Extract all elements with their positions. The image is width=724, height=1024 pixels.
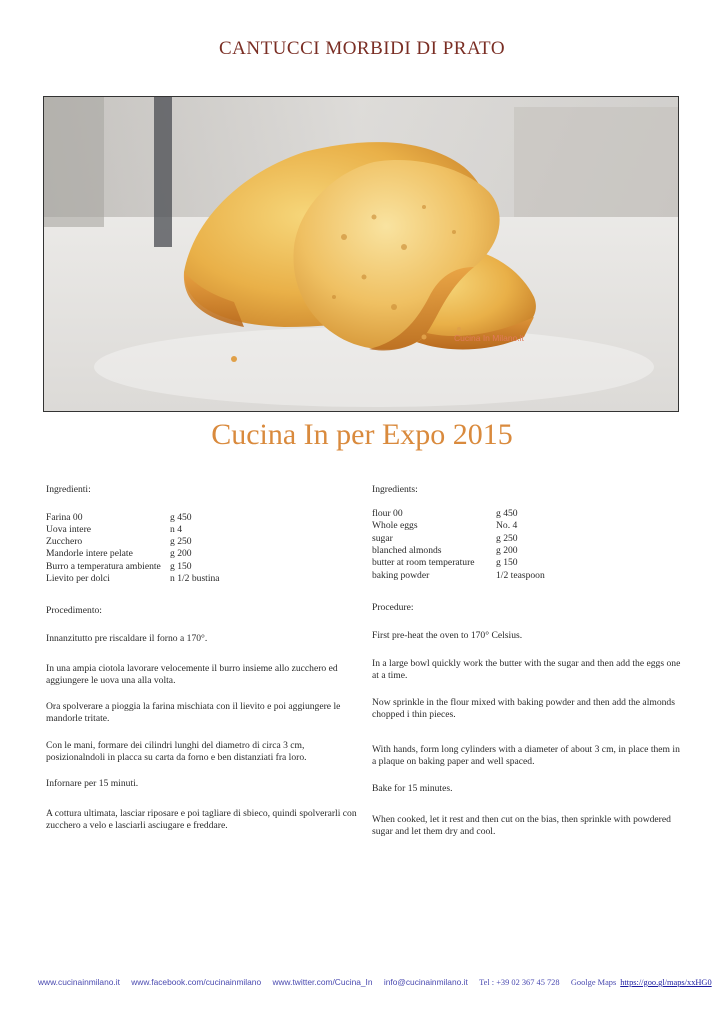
procedure-heading-en: Procedure: [372, 602, 414, 613]
procedure-step: In una ampia ciotola lavorare velocemente il burro insieme allo zucchero ed aggiungere le uova una alla volta. [46, 663, 338, 686]
ingredient-qty: g 150 [170, 561, 192, 572]
ingredient-qty: g 200 [496, 545, 518, 556]
phone-number: Tel : +39 02 367 45 728 [479, 978, 560, 987]
ingredient-qty: n 1/2 bustina [170, 573, 220, 584]
procedure-step: When cooked, let it rest and then cut on the bias, then sprinkle with powdered sugar and let them dry and cool. [372, 814, 671, 837]
procedure-step: With hands, form long cylinders with a diameter of about 3 cm, in place them in a plaque on baking paper and well spaced. [372, 744, 680, 767]
ingredient-row [372, 557, 692, 569]
footer [38, 977, 712, 987]
procedure-step: Bake for 15 minutes. [372, 783, 453, 794]
ingredient-name: blanched almonds [372, 545, 442, 556]
procedure-step: A cottura ultimata, lasciar riposare e poi tagliare di sbieco, quindi spolverarli con zucchero a velo e lasciarli asciugare e freddare. [46, 808, 357, 831]
ingredient-name: Mandorle intere pelate [46, 548, 133, 559]
cantucci-photo [43, 96, 679, 412]
ingredient-name: Zucchero [46, 536, 83, 547]
ingredient-name: Burro a temperatura ambiente [46, 561, 161, 572]
ingredient-qty: 1/2 teaspoon [496, 570, 545, 581]
website-link[interactable]: www.cucinainmilano.it [38, 977, 120, 987]
ingredient-qty: No. 4 [496, 520, 518, 531]
ingredient-row [46, 561, 366, 573]
maps-link[interactable]: https://goo.gl/maps/xxHG0 [620, 978, 712, 987]
email-link[interactable]: info@cucinainmilano.it [383, 977, 468, 987]
procedure-step: In a large bowl quickly work the butter with the sugar and then add the eggs one at a time. [372, 658, 681, 681]
ingredient-row [46, 573, 366, 585]
page-title: CANTUCCI MORBIDI DI PRATO [218, 38, 506, 59]
ingredient-row [46, 524, 366, 536]
ingredient-qty: g 200 [170, 548, 192, 559]
ingredient-row [372, 520, 692, 532]
ingredient-row [46, 536, 366, 548]
ingredient-row [46, 512, 366, 524]
ingredient-name: Uova intere [46, 524, 92, 535]
procedure-step: Now sprinkle in the flour mixed with baking powder and then add the almonds chopped i thin pieces. [372, 697, 675, 720]
ingredient-row [46, 548, 366, 560]
ingredient-row [372, 508, 692, 520]
procedure-step: Infornare per 15 minuti. [46, 778, 139, 789]
twitter-link[interactable]: www.twitter.com/Cucina_In [272, 977, 373, 987]
ingredient-name: Farina 00 [46, 512, 83, 523]
ingredient-qty: g 150 [496, 557, 518, 568]
ingredient-row [372, 545, 692, 557]
page-subtitle: Cucina In per Expo 2015 [211, 418, 513, 451]
procedure-step: Ora spolverare a pioggia la farina mischiata con il lievito e poi aggiungere le mandorle tritate. [46, 701, 341, 724]
maps-label: Goolge Maps [570, 978, 617, 987]
ingredient-name: sugar [372, 533, 393, 544]
procedure-step: Con le mani, formare dei cilindri lunghi del diametro di circa 3 cm, posizionalndoli in placca su carta da forno e ben distanziati fra loro. [46, 740, 307, 763]
procedure-step: First pre-heat the oven to 170° Celsius. [372, 630, 523, 641]
ingredient-qty: g 250 [496, 533, 518, 544]
ingredient-name: flour 00 [372, 508, 403, 519]
ingredient-name: Lievito per dolci [46, 573, 110, 584]
ingredient-row [372, 533, 692, 545]
procedure-heading-it: Procedimento: [46, 605, 102, 616]
photo-watermark: Cucina In Milano.it [454, 333, 524, 343]
ingredient-row [372, 570, 692, 582]
ingredient-name: Whole eggs [372, 520, 418, 531]
ingredient-name: butter at room temperature [372, 557, 475, 568]
ingredient-qty: g 250 [170, 536, 192, 547]
ingredient-name: baking powder [372, 570, 430, 581]
ingredient-qty: n 4 [170, 524, 182, 535]
ingredients-heading-en: Ingredients: [372, 484, 418, 495]
ingredient-qty: g 450 [170, 512, 192, 523]
ingredients-heading-it: Ingredienti: [46, 484, 91, 495]
procedure-step: Innanzitutto pre riscaldare il forno a 170°. [46, 633, 208, 644]
facebook-link[interactable]: www.facebook.com/cucinainmilano [131, 977, 262, 987]
ingredient-qty: g 450 [496, 508, 518, 519]
